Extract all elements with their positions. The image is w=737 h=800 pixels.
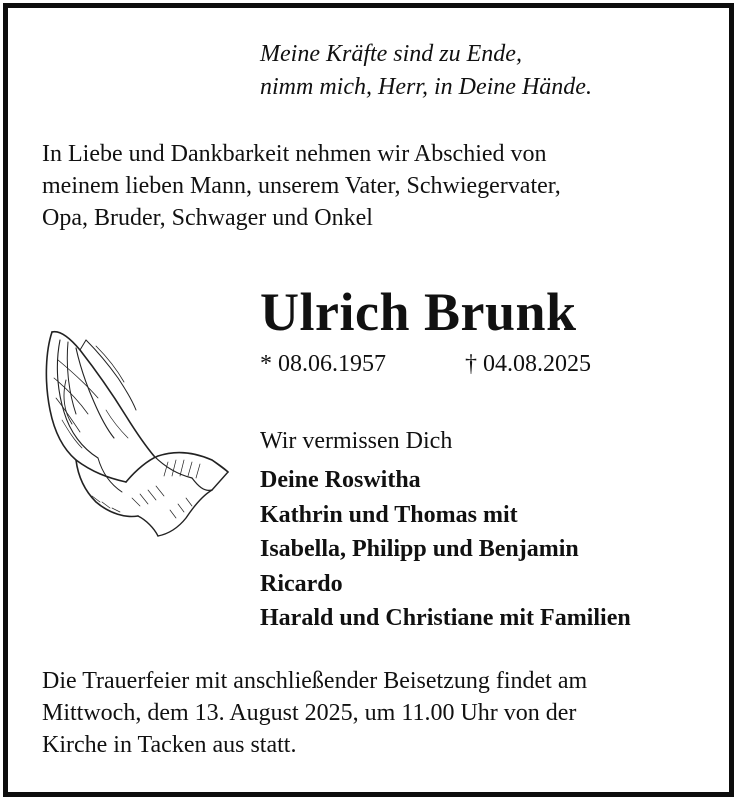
mourner-line: Harald und Christiane mit Familien — [260, 605, 631, 631]
praying-hands-icon — [36, 320, 236, 550]
mourner-line: Deine Roswitha — [260, 467, 421, 493]
death-date: † 04.08.2025 — [465, 351, 591, 377]
intro-text — [42, 138, 561, 234]
funeral-service-info — [42, 665, 587, 761]
mourner-line: Kathrin und Thomas mit — [260, 501, 518, 528]
deceased-name: Ulrich Brunk — [260, 282, 577, 342]
service-line: Die Trauerfeier mit anschließender Beisetzung findet am — [42, 668, 588, 694]
obituary-notice — [3, 3, 734, 797]
motto-verse — [260, 38, 592, 104]
mourner-line: Ricardo — [260, 570, 343, 597]
birth-date: * 08.06.1957 — [260, 351, 386, 377]
mourners-list — [260, 463, 631, 636]
service-line: Kirche in Tacken aus statt. — [42, 732, 297, 758]
intro-line: In Liebe und Dankbarkeit nehmen wir Abschied von — [42, 141, 547, 167]
mourner-line: Isabella, Philipp und Benjamin — [260, 536, 579, 562]
motto-line: Meine Kräfte sind zu Ende, — [260, 41, 522, 67]
intro-line: meinem lieben Mann, unserem Vater, Schwiegervater, — [42, 173, 561, 199]
life-dates — [260, 348, 591, 380]
intro-line: Opa, Bruder, Schwager und Onkel — [42, 205, 373, 231]
service-line: Mittwoch, dem 13. August 2025, um 11.00 Uhr von der — [42, 700, 577, 726]
motto-line: nimm mich, Herr, in Deine Hände. — [260, 74, 592, 100]
miss-line: Wir vermissen Dich — [260, 428, 453, 454]
